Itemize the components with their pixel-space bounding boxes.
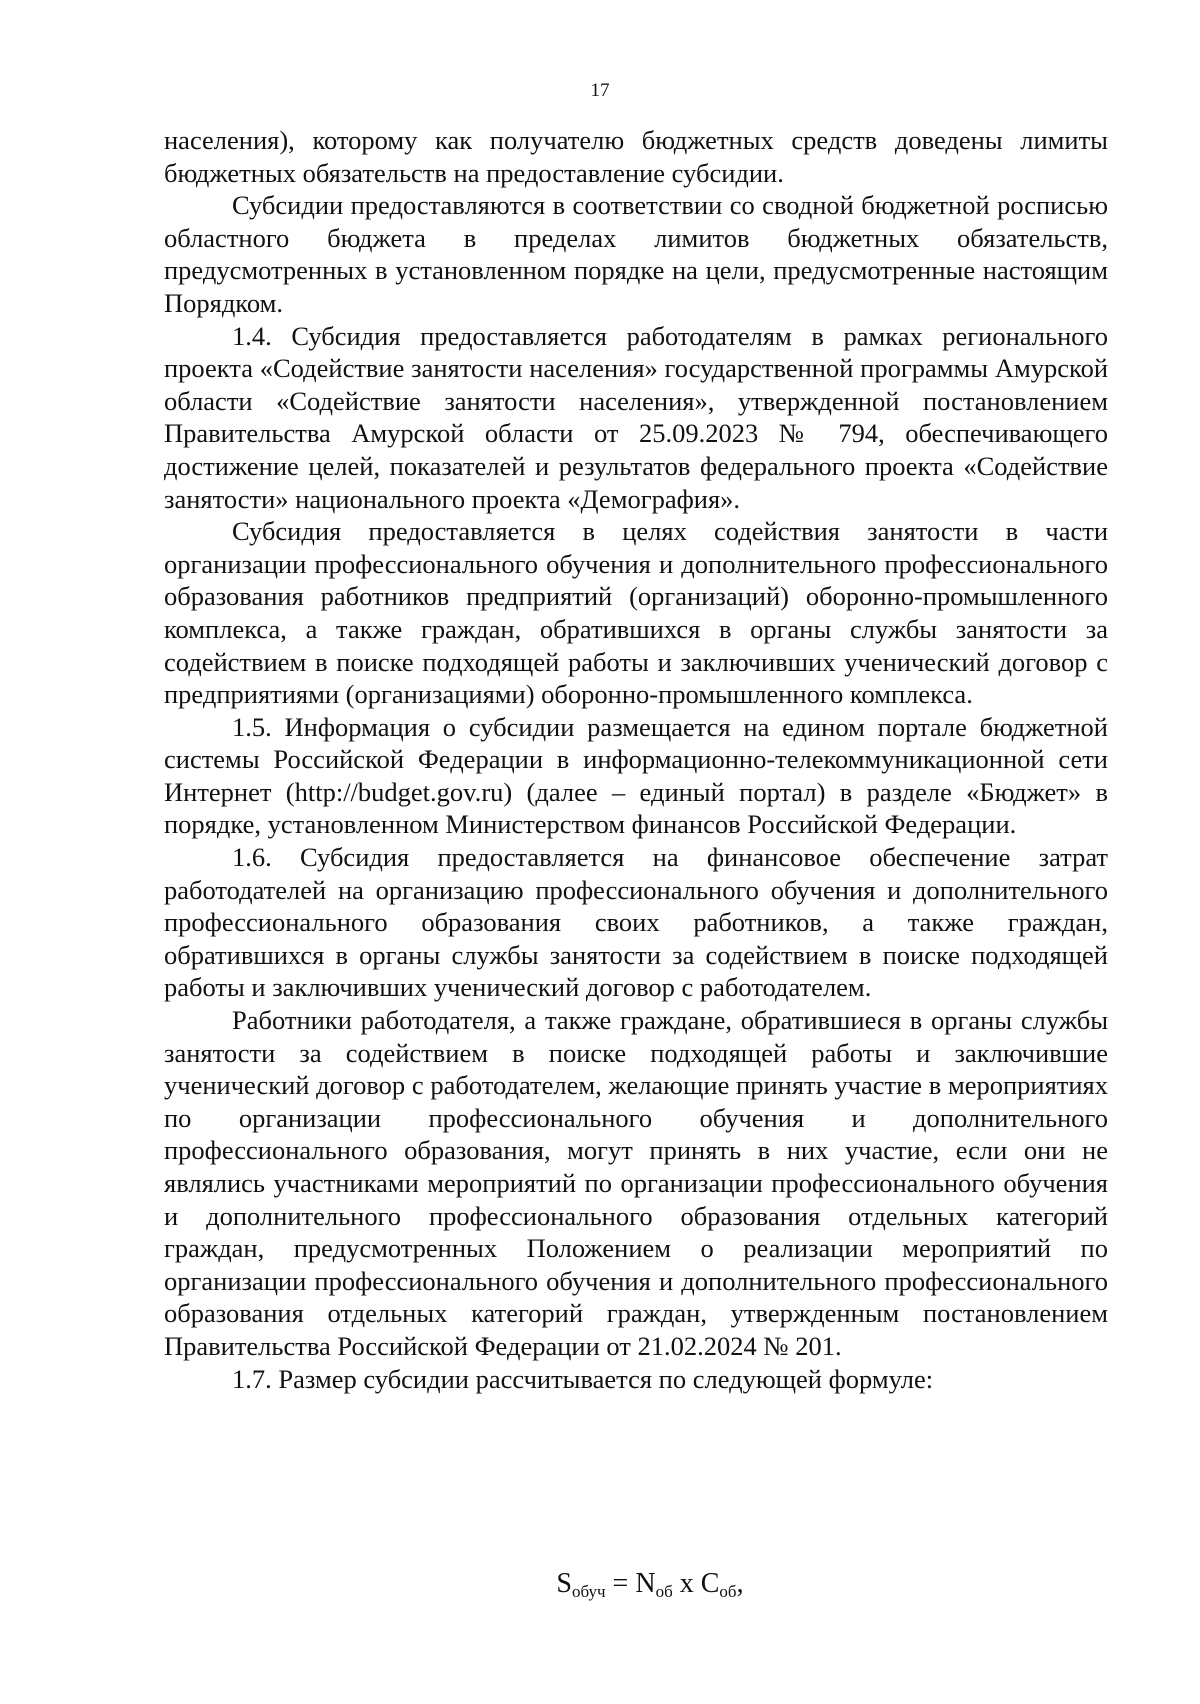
formula-comma: , [736, 1568, 744, 1599]
formula-c: C [700, 1568, 720, 1599]
formula-s-subscript: обуч [571, 1582, 606, 1601]
paragraph-subsidy-purpose: Субсидия предоставляется в целях содействия занятости в части организации профессионального обучения и дополнительного профессионального образования работников предприятий (организаций) оборонно-промышленного комплекса, а также граждан, обратившихся в органы службы занятости за содействием в поиске подходящей работы и заключивших ученический договор с предприятиями (организациями) оборонно-промышленного комплекса. [164, 516, 1108, 710]
formula-equals: = [605, 1568, 636, 1599]
formula-times: x [672, 1568, 701, 1599]
paragraph-1-4: 1.4. Субсидия предоставляется работодателям в рамках регионального проекта «Содействие занятости населения» государственной программы Амурской области «Содействие занятости населения», утвержденной постановлением Правительства Амурской области от 25.09.2023 № 794, обеспечивающего достижение целей, показателей и результатов федерального проекта «Содействие занятости» национального проекта «Демография». [164, 320, 1108, 514]
page-number: 17 [590, 80, 610, 101]
paragraph-1-7: 1.7. Размер субсидии рассчитывается по следующей формуле: [232, 1363, 934, 1394]
paragraph-subsidy-budget-listing: Субсидии предоставляются в соответствии со сводной бюджетной росписью областного бюджета в пределах лимитов бюджетных обязательств, предусмотренных в установленном порядке на цели, предусмотренные настоящим Порядком. [164, 190, 1108, 318]
formula-s: S [556, 1568, 572, 1599]
paragraph-1-6: 1.6. Субсидия предоставляется на финансовое обеспечение затрат работодателей на организацию профессионального обучения и дополнительного профессионального образования своих работников, а также граждан, обратившихся в органы службы занятости за содействием в поиске подходящей работы и заключивших ученический договор с работодателем. [164, 842, 1108, 1003]
paragraph-continuation: населения), которому как получателю бюджетных средств доведены лимиты бюджетных обязательств на предоставление субсидии. [164, 125, 1108, 188]
formula-c-subscript: об [719, 1582, 737, 1601]
document-body [164, 124, 1108, 1395]
subsidy-formula [0, 1568, 1200, 1602]
paragraph-employees-participation: Работники работодателя, а также граждане, обратившиеся в органы службы занятости за содействием в поиске подходящей работы и заключившие ученический договор с работодателем, желающие принять участие в мероприятиях по организации профессионального обучения и дополнительного профессионального образования, могут принять в них участие, если они не являлись участниками мероприятий по организации профессионального обучения и дополнительного профессионального образования отдельных категорий граждан, предусмотренных Положением о реализации мероприятий по организации профессионального обучения и дополнительного профессионального образования отдельных категорий граждан, утвержденным постановлением Правительства Российской Федерации от 21.02.2024 № 201. [164, 1005, 1108, 1361]
paragraph-1-5: 1.5. Информация о субсидии размещается на едином портале бюджетной системы Российской Федерации в информационно-телекоммуникационной сети Интернет (http://budget.gov.ru) (далее – единый портал) в разделе «Бюджет» в порядке, установленном Министерством финансов Российской Федерации. [164, 711, 1108, 840]
formula-n: N [635, 1568, 656, 1599]
formula-n-subscript: об [655, 1582, 673, 1601]
